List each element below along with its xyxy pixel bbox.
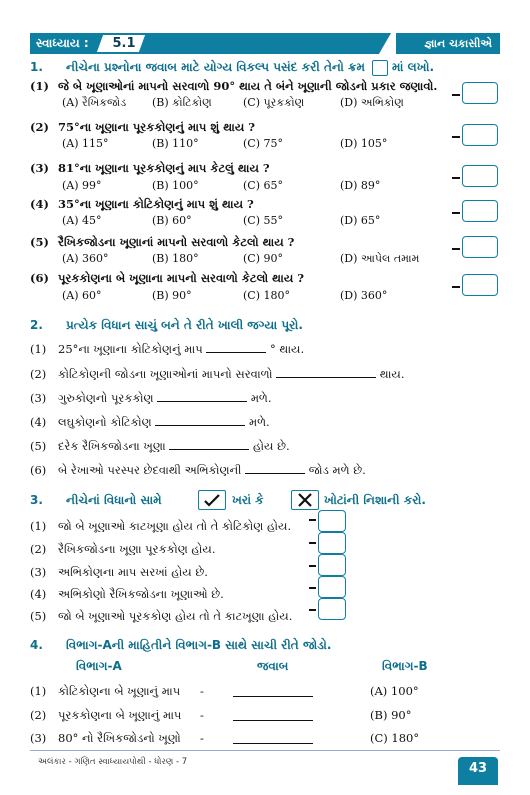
fill-blank-item	[30, 342, 304, 357]
answer-box[interactable]	[462, 236, 498, 258]
question-text: જે બે ખૂણાઓનાં માપનો સરવાળો 90° થાય તે બંને ખૂણાની જોડનો પ્રકાર જણાવો.	[58, 79, 438, 93]
section1-heading	[30, 60, 365, 75]
answer-dash	[309, 542, 316, 544]
match-answer-field[interactable]	[233, 720, 313, 721]
item-number: (1)	[30, 684, 47, 698]
item-text: અભિકોણો રૈખિકજોડના ખૂણાઓ છે.	[58, 587, 224, 601]
item-number: (2)	[30, 542, 47, 556]
item-text: રૈખિકજોડના ખૂણા પૂરકકોણ હોય.	[58, 542, 216, 556]
item-text: ગુરુકોણનો પૂરકકોણ	[58, 391, 154, 405]
section4-number: 4.	[30, 638, 43, 652]
section2-instruction: પ્રત્યેક વિધાન સાચું બને તે રીતે ખાલી જગ્યા પૂરો.	[66, 318, 303, 332]
item-number: (5)	[30, 439, 47, 453]
option: (C) 65°	[243, 179, 283, 192]
section4-instruction: વિભાગ-Aની માહિતીને વિભાગ-B સાથે સાચી રીતે જોડો.	[66, 638, 332, 652]
column-b-header: વિભાગ-B	[382, 659, 428, 673]
question-number: (4)	[30, 197, 49, 211]
fill-blank-item	[30, 463, 366, 478]
mcq-question	[30, 79, 437, 94]
question-text: 81°ના ખૂણાના પૂરકકોણનું માપ કેટલું થાય ?	[58, 161, 270, 175]
answer-dash	[309, 587, 316, 589]
section3-heading	[30, 493, 162, 508]
item-number: (1)	[30, 519, 47, 533]
item-suffix: ° થાય.	[270, 342, 305, 356]
true-false-item	[30, 609, 292, 624]
answer-box[interactable]	[462, 274, 498, 296]
answer-box[interactable]	[462, 82, 498, 104]
mcq-question	[30, 120, 255, 135]
option: (A) 360°	[62, 252, 109, 265]
item-text: લઘુકોણનો કોટિકોણ	[58, 415, 152, 429]
match-b-text: (A) 100°	[370, 684, 419, 698]
true-false-item	[30, 565, 208, 580]
question-number: (2)	[30, 120, 49, 134]
option: (D) અભિકોણ	[340, 96, 404, 109]
option: (D) 89°	[340, 179, 381, 192]
fill-blank-item	[30, 439, 290, 454]
option: (C) પૂરકકોણ	[243, 96, 305, 109]
option: (D) 105°	[340, 137, 388, 150]
mcq-question	[30, 235, 294, 250]
blank-field[interactable]	[157, 401, 247, 402]
mcq-question	[30, 271, 304, 286]
item-suffix: જોડ મળે છે.	[308, 463, 366, 477]
answer-dash	[452, 136, 460, 138]
match-answer-field[interactable]	[233, 696, 313, 697]
blank-field[interactable]	[206, 352, 266, 353]
fill-blank-item	[30, 415, 270, 430]
item-number: (2)	[30, 708, 47, 722]
answer-dash	[309, 565, 316, 567]
true-false-box[interactable]	[318, 576, 346, 598]
item-text: 25°ના ખૂણાના કોટિકોણનું માપ	[58, 342, 203, 356]
fill-blank-item	[30, 367, 405, 382]
option: (A) 60°	[62, 289, 102, 302]
fill-blank-item	[30, 391, 272, 406]
question-text: 35°ના ખૂણાના કોટિકોણનું માપ શું થાય ?	[58, 197, 254, 211]
section1-instruction-a: નીચેના પ્રશ્નોના જવાબ માટે યોગ્ય વિકલ્પ પસંદ કરી તેનો ક્રમ	[66, 60, 365, 74]
true-false-item	[30, 542, 216, 557]
question-number: (3)	[30, 161, 49, 175]
true-false-item	[30, 587, 224, 602]
blank-field[interactable]	[155, 425, 245, 426]
answer-key-box-icon	[372, 60, 388, 76]
answer-dash	[309, 519, 316, 521]
true-false-box[interactable]	[318, 554, 346, 576]
match-dash: -	[200, 708, 204, 722]
item-text: અભિકોણના માપ સરખાં હોય છે.	[58, 565, 208, 579]
section3-instruction-a: નીચેનાં વિધાનો સામે	[66, 493, 162, 507]
option: (B) 180°	[152, 252, 199, 265]
column-answer-header: જવાબ	[257, 659, 289, 673]
true-false-box[interactable]	[318, 510, 346, 532]
match-row	[30, 684, 180, 699]
match-a-text: 80° નો રૈખિકજોડનો ખૂણો	[58, 731, 181, 745]
true-false-item	[30, 519, 291, 534]
section3-number: 3.	[30, 493, 43, 507]
item-number: (3)	[30, 565, 47, 579]
match-b-text: (C) 180°	[370, 731, 420, 745]
section2-number: 2.	[30, 318, 43, 332]
match-answer-field[interactable]	[233, 743, 313, 744]
cross-mark-icon	[291, 490, 319, 510]
section3-instruction-c: ખોટાંની નિશાની કરો.	[324, 493, 426, 507]
item-number: (2)	[30, 367, 47, 381]
item-text: જો બે ખૂણાઓ પૂરકકોણ હોય તો તે કાટખૂણા હોય.	[58, 609, 293, 623]
item-suffix: હોય છે.	[252, 439, 290, 453]
match-b-text: (B) 90°	[370, 708, 412, 722]
question-number: (1)	[30, 79, 49, 93]
header-right-label: જ્ઞાન ચકાસીએ	[424, 36, 492, 50]
item-number: (5)	[30, 609, 47, 623]
item-text: કોટિકોણની જોડના ખૂણાઓનાં માપનો સરવાળો	[58, 367, 273, 381]
item-suffix: થાય.	[379, 367, 405, 381]
item-text: દરેક રૈખિકજોડના ખૂણા	[58, 439, 166, 453]
match-a-text: કોટિકોણના બે ખૂણાનું માપ	[58, 684, 181, 698]
option: (A) રૈખિકજોડ	[62, 96, 127, 109]
true-false-box[interactable]	[318, 598, 346, 620]
header-title: સ્વાધ્યાય :	[36, 36, 89, 50]
question-number: (5)	[30, 235, 49, 249]
question-text: 75°ના ખૂણાના પૂરકકોણનું માપ શું થાય ?	[58, 120, 256, 134]
match-dash: -	[200, 684, 204, 698]
answer-dash	[452, 248, 460, 250]
blank-field[interactable]	[169, 449, 249, 450]
item-text: બે રેખાઓ પરસ્પર છેદવાથી અભિકોણની	[58, 463, 242, 477]
footer-text: અલંકાર - ગણિત સ્વાધ્યાયપોથી - ધોરણ - 7	[38, 757, 188, 767]
section1-number: 1.	[30, 60, 43, 74]
header-title-wrap	[30, 33, 89, 54]
answer-dash	[309, 609, 316, 611]
question-text: પૂરકકોણના બે ખૂણાના માપનો સરવાળો કેટલો થાય ?	[58, 271, 304, 285]
answer-dash	[452, 177, 460, 179]
section2-heading	[30, 318, 303, 333]
footer-divider	[30, 750, 500, 751]
item-suffix: મળે.	[250, 391, 272, 405]
option: (C) 55°	[243, 214, 283, 227]
match-row	[30, 731, 181, 746]
answer-box[interactable]	[462, 124, 498, 146]
option: (A) 115°	[62, 137, 109, 150]
item-number: (1)	[30, 342, 47, 356]
item-number: (3)	[30, 391, 47, 405]
answer-dash	[452, 286, 460, 288]
answer-box[interactable]	[462, 165, 498, 187]
column-a-header: વિભાગ-A	[76, 659, 122, 673]
question-number: (6)	[30, 271, 49, 285]
match-a-text: પૂરકકોણના બે ખૂણાનું માપ	[58, 708, 182, 722]
true-false-box[interactable]	[318, 532, 346, 554]
option: (A) 99°	[62, 179, 102, 192]
item-text: જો બે ખૂણાઓ કાટખૂણા હોય તો તે કોટિકોણ હોય.	[58, 519, 292, 533]
check-mark-icon	[198, 490, 226, 510]
option: (D) આપેલ તમામ	[340, 252, 420, 265]
blank-field[interactable]	[245, 473, 305, 474]
question-text: રૈખિકજોડના ખૂણાનાં માપનો સરવાળો કેટલો થાય ?	[58, 235, 295, 249]
section1-instruction-b: માં લખો.	[392, 60, 435, 74]
option: (C) 90°	[243, 252, 283, 265]
item-suffix: મળે.	[248, 415, 270, 429]
option: (A) 45°	[62, 214, 102, 227]
blank-field[interactable]	[276, 377, 376, 378]
option: (B) 60°	[152, 214, 192, 227]
mcq-question	[30, 161, 270, 176]
option: (B) 90°	[152, 289, 192, 302]
item-number: (4)	[30, 587, 47, 601]
exercise-number: 5.1	[112, 36, 136, 51]
item-number: (6)	[30, 463, 47, 477]
section3-instruction-b: ખરાં કે	[232, 493, 264, 507]
option: (B) કોટિકોણ	[152, 96, 212, 109]
option: (B) 100°	[152, 179, 199, 192]
match-row	[30, 708, 181, 723]
mcq-question	[30, 197, 254, 212]
page-number: 43	[468, 761, 488, 776]
answer-dash	[452, 94, 460, 96]
item-number: (4)	[30, 415, 47, 429]
option: (C) 75°	[243, 137, 283, 150]
answer-box[interactable]	[462, 200, 498, 222]
item-number: (3)	[30, 731, 47, 745]
option: (D) 65°	[340, 214, 381, 227]
option: (D) 360°	[340, 289, 388, 302]
option: (B) 110°	[152, 137, 199, 150]
option: (C) 180°	[243, 289, 290, 302]
section4-heading	[30, 638, 331, 653]
answer-dash	[452, 212, 460, 214]
match-dash: -	[200, 731, 204, 745]
